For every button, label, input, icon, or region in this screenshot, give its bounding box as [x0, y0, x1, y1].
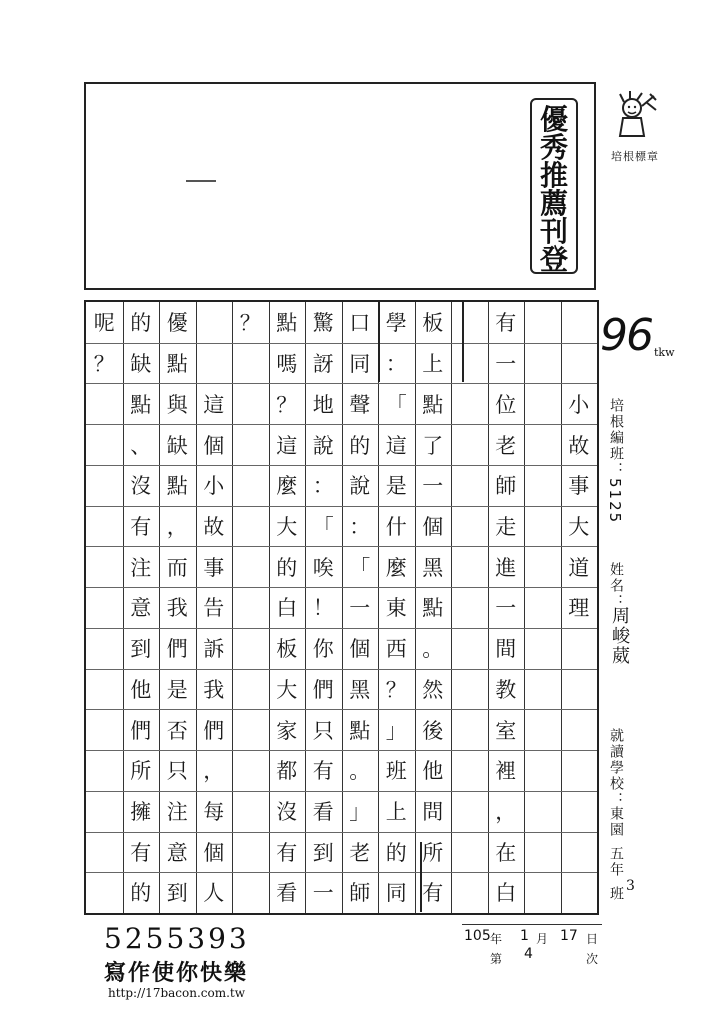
grid-cell: 地	[312, 392, 334, 417]
date-month-label: 月	[536, 932, 549, 946]
class-number: 3	[626, 878, 635, 894]
grid-cell: 板	[422, 311, 444, 336]
grid-cell: 大	[568, 514, 590, 539]
grid-cell	[451, 465, 488, 506]
grid-cell	[561, 302, 598, 343]
date-day: 17	[560, 928, 578, 944]
date-year: 105	[464, 928, 491, 944]
grid-cell: 有	[495, 311, 517, 336]
grid-cell: 了	[422, 433, 444, 458]
grid-cell: 意	[166, 840, 188, 865]
grid-cell: 缺	[166, 433, 188, 458]
grid-cell: 是	[385, 474, 407, 499]
date-month: 1	[520, 928, 529, 944]
bacon-kid-logo-icon	[606, 88, 662, 144]
grid-cell: 麼	[276, 474, 298, 499]
grid-cell: 一	[312, 881, 334, 906]
class-value: 5125	[606, 478, 624, 525]
text-column	[342, 302, 379, 913]
grid-cell	[86, 709, 123, 750]
grid-cell: 的	[276, 555, 298, 580]
grid-cell	[524, 302, 561, 343]
grid-cell: 道	[568, 555, 590, 580]
text-column	[196, 302, 233, 913]
grid-cell: 個	[422, 514, 444, 539]
grid-cell	[232, 506, 269, 547]
grid-cell: 意	[130, 596, 152, 621]
text-column	[232, 302, 269, 913]
grid-cell: 的	[130, 881, 152, 906]
grid-cell: 們	[166, 637, 188, 662]
text-column	[561, 302, 598, 913]
grid-cell: ？	[276, 392, 298, 417]
grid-cell: 「	[385, 392, 407, 417]
text-column	[415, 302, 452, 913]
grid-cell: 東	[385, 596, 407, 621]
grid-cell: 們	[312, 677, 334, 702]
grid-cell: 口	[349, 311, 371, 336]
grid-cell: 故	[203, 514, 225, 539]
grid-cell: 沒	[130, 474, 152, 499]
seq-number: 4	[524, 946, 533, 962]
grid-cell	[232, 831, 269, 872]
grid-cell: 而	[166, 555, 188, 580]
grid-cell: 點	[422, 596, 444, 621]
grid-cell	[232, 343, 269, 384]
grid-cell	[196, 343, 233, 384]
grid-cell	[451, 587, 488, 628]
grid-cell	[561, 709, 598, 750]
grid-cell	[232, 750, 269, 791]
grid-cell: 班	[385, 759, 407, 784]
grid-cell: 小	[203, 474, 225, 499]
grid-cell	[232, 465, 269, 506]
grid-cell	[86, 872, 123, 913]
teacher-mark	[378, 302, 380, 382]
grid-cell: 一	[495, 352, 517, 377]
grid-cell: 家	[276, 718, 298, 743]
grid-cell: ？	[239, 311, 261, 336]
grid-cell: 的	[385, 840, 407, 865]
grid-cell: 師	[495, 474, 517, 499]
date-year-label: 年	[490, 932, 503, 946]
grid-cell	[86, 791, 123, 832]
grid-cell	[86, 750, 123, 791]
grid-cell: 優	[166, 311, 188, 336]
grid-cell	[524, 750, 561, 791]
grid-cell: 告	[203, 596, 225, 621]
grid-cell	[524, 872, 561, 913]
grid-cell: 同	[349, 352, 371, 377]
grid-cell	[451, 506, 488, 547]
grid-cell: ！	[312, 596, 334, 621]
school-value: 東園	[608, 806, 624, 838]
grid-cell: 白	[276, 596, 298, 621]
grid-cell: 上	[385, 799, 407, 824]
grid-cell: 的	[130, 311, 152, 336]
grid-cell: 注	[130, 555, 152, 580]
grid-cell: 板	[276, 637, 298, 662]
grid-cell	[561, 831, 598, 872]
logo-caption: 培根標章	[611, 150, 659, 163]
grid-cell: 黑	[349, 677, 371, 702]
stamp-char: 推	[539, 159, 568, 192]
grid-cell: 說	[349, 474, 371, 499]
grid-cell: 有	[276, 840, 298, 865]
pencil-mark	[186, 180, 216, 182]
grid-cell: 點	[166, 474, 188, 499]
grid-cell	[232, 791, 269, 832]
grid-cell: 聲	[349, 392, 371, 417]
grid-cell	[232, 383, 269, 424]
website-url: http://17bacon.com.tw	[108, 986, 246, 1000]
seq-label: 第	[490, 952, 503, 966]
seq-suffix: 次	[586, 952, 599, 966]
grid-cell	[86, 506, 123, 547]
grid-cell: 在	[495, 840, 517, 865]
grid-cell: 什	[385, 514, 407, 539]
class-label: 培根編班：	[608, 398, 624, 478]
grid-cell	[561, 628, 598, 669]
grid-cell: 看	[312, 799, 334, 824]
grid-cell	[232, 628, 269, 669]
grid-cell: ：	[312, 474, 334, 499]
date-day-label: 日	[586, 932, 599, 946]
grid-cell: 西	[385, 637, 407, 662]
grid-cell: 一	[495, 596, 517, 621]
score: 96	[600, 310, 652, 361]
writing-grid	[84, 300, 599, 915]
grid-cell: 你	[312, 637, 334, 662]
essay-code: 5255393	[104, 922, 250, 955]
grid-cell: 麼	[385, 555, 407, 580]
grid-cell: 這	[203, 392, 225, 417]
grid-cell: 他	[130, 677, 152, 702]
grid-cell: 大	[276, 514, 298, 539]
grid-cell: 「	[312, 514, 334, 539]
grid-cell: 。	[349, 759, 371, 784]
grid-cell	[451, 791, 488, 832]
grid-cell: 裡	[495, 759, 517, 784]
grid-cell	[451, 343, 488, 384]
grid-cell: 個	[349, 637, 371, 662]
grid-cell	[451, 831, 488, 872]
recommend-stamp	[530, 98, 578, 274]
grid-cell	[232, 587, 269, 628]
grid-cell	[524, 546, 561, 587]
text-column	[269, 302, 306, 913]
grid-cell: 擁	[130, 799, 152, 824]
grid-cell: 點	[166, 352, 188, 377]
grid-cell	[561, 791, 598, 832]
grid-cell: 事	[568, 474, 590, 499]
grid-cell: 否	[166, 718, 188, 743]
grid-cell: 們	[130, 718, 152, 743]
grid-cell: 問	[422, 799, 444, 824]
grid-cell	[232, 709, 269, 750]
grid-cell: 老	[495, 433, 517, 458]
class-suffix: 班	[608, 886, 624, 902]
teacher-comment-box	[84, 82, 596, 290]
school-label: 就讀學校：	[608, 728, 624, 808]
grid-cell: 個	[203, 433, 225, 458]
stamp-char: 刊	[539, 215, 568, 248]
grid-cell: 有	[312, 759, 334, 784]
grid-cell	[232, 872, 269, 913]
grid-cell: 老	[349, 840, 371, 865]
grid-cell	[232, 546, 269, 587]
grid-cell: 個	[203, 840, 225, 865]
grid-cell: 這	[385, 433, 407, 458]
grid-cell	[451, 383, 488, 424]
grid-cell: 到	[130, 637, 152, 662]
grid-cell: 白	[495, 881, 517, 906]
grid-cell: 沒	[276, 799, 298, 824]
slogan: 寫作使你快樂	[104, 961, 249, 986]
grid-cell: 注	[166, 799, 188, 824]
grid-cell: 走	[495, 514, 517, 539]
grid-cell: 間	[495, 637, 517, 662]
grid-cell	[451, 709, 488, 750]
grid-cell: 唉	[312, 555, 334, 580]
stamp-char: 優	[539, 103, 568, 136]
grid-cell: 室	[495, 718, 517, 743]
grid-cell: 黑	[422, 555, 444, 580]
grid-cell: 師	[349, 881, 371, 906]
grid-cell: 點	[349, 718, 371, 743]
teacher-mark	[462, 302, 464, 382]
grid-cell	[86, 668, 123, 709]
grid-cell: 我	[166, 596, 188, 621]
grid-cell	[86, 628, 123, 669]
grid-cell: 」	[349, 799, 371, 824]
grid-cell	[451, 872, 488, 913]
grid-cell	[196, 302, 233, 343]
grid-cell	[524, 709, 561, 750]
text-column	[524, 302, 561, 913]
grid-cell: ：	[349, 514, 371, 539]
grid-cell: 與	[166, 392, 188, 417]
grid-cell: 只	[312, 718, 334, 743]
grid-cell: ？	[93, 352, 115, 377]
teacher-mark	[420, 842, 422, 912]
text-column	[305, 302, 342, 913]
grid-cell: 只	[166, 759, 188, 784]
grid-cell: 說	[312, 433, 334, 458]
grid-cell: 小	[568, 392, 590, 417]
grid-cell	[86, 546, 123, 587]
grid-cell: 這	[276, 433, 298, 458]
grid-cell	[524, 587, 561, 628]
grid-cell	[86, 465, 123, 506]
grid-cell: 。	[422, 637, 444, 662]
grid-cell: 一	[422, 474, 444, 499]
grid-cell: 都	[276, 759, 298, 784]
grid-cell: ，	[166, 514, 188, 539]
grid-cell: 」	[385, 718, 407, 743]
grid-cell: ，	[203, 759, 225, 784]
grid-cell: 、	[130, 433, 152, 458]
grid-cell: 事	[203, 555, 225, 580]
grid-cell: 訴	[203, 637, 225, 662]
grid-cell: 後	[422, 718, 444, 743]
grid-cell: 人	[203, 881, 225, 906]
grid-cell	[524, 628, 561, 669]
grid-cell: 缺	[130, 352, 152, 377]
grid-cell: ，	[495, 799, 517, 824]
stamp-char: 登	[539, 243, 568, 276]
grid-cell: 每	[203, 799, 225, 824]
grid-cell	[86, 831, 123, 872]
grid-cell: 大	[276, 677, 298, 702]
grid-cell	[524, 668, 561, 709]
grid-cell: 訝	[312, 352, 334, 377]
text-column	[86, 302, 123, 913]
grid-cell: 呢	[93, 311, 115, 336]
grid-cell	[524, 465, 561, 506]
grid-cell: 「	[349, 555, 371, 580]
name-label: 姓名：	[608, 562, 624, 610]
name-value: 周峻葳	[609, 606, 630, 666]
grid-cell: 同	[385, 881, 407, 906]
grid-cell: 有	[422, 881, 444, 906]
grid-cell: 點	[422, 392, 444, 417]
text-column	[123, 302, 160, 913]
grid-cell: 然	[422, 677, 444, 702]
grid-cell	[86, 383, 123, 424]
grid-cell: 到	[312, 840, 334, 865]
grid-cell	[524, 424, 561, 465]
grid-cell	[561, 343, 598, 384]
grid-cell: 我	[203, 677, 225, 702]
grid-cell	[561, 668, 598, 709]
date-line	[462, 924, 602, 925]
grid-cell: 進	[495, 555, 517, 580]
grid-cell: 他	[422, 759, 444, 784]
grid-cell: 是	[166, 677, 188, 702]
grid-cell: 點	[130, 392, 152, 417]
grid-cell	[232, 424, 269, 465]
grid-cell	[451, 750, 488, 791]
grid-cell	[561, 872, 598, 913]
text-column	[378, 302, 415, 913]
grade-label: 五年	[608, 846, 624, 878]
grid-cell	[451, 302, 488, 343]
grid-cell	[561, 750, 598, 791]
text-column	[451, 302, 488, 913]
grid-cell: 到	[166, 881, 188, 906]
grid-cell	[86, 424, 123, 465]
grid-cell: 們	[203, 718, 225, 743]
grid-cell	[524, 343, 561, 384]
grid-cell: 有	[130, 514, 152, 539]
grid-cell: 上	[422, 352, 444, 377]
text-column	[159, 302, 196, 913]
grid-cell	[451, 424, 488, 465]
grid-cell	[524, 506, 561, 547]
grid-cell: 所	[130, 759, 152, 784]
grid-cell: 有	[130, 840, 152, 865]
grid-cell: 點	[276, 311, 298, 336]
grid-cell	[524, 791, 561, 832]
grid-cell: 一	[349, 596, 371, 621]
grid-cell: 教	[495, 677, 517, 702]
text-column	[488, 302, 525, 913]
grid-cell: 位	[495, 392, 517, 417]
grid-cell: 驚	[312, 311, 334, 336]
grid-cell	[86, 587, 123, 628]
score-tag: tkw	[654, 346, 675, 359]
stamp-char: 薦	[539, 187, 568, 220]
grid-cell: 看	[276, 881, 298, 906]
grid-cell: ？	[385, 677, 407, 702]
grid-cell: 嗎	[276, 352, 298, 377]
grid-cell	[451, 628, 488, 669]
grid-cell: 的	[349, 433, 371, 458]
grid-cell	[232, 668, 269, 709]
grid-cell: ：	[385, 352, 407, 377]
grid-cell	[524, 831, 561, 872]
grid-cell: 故	[568, 433, 590, 458]
grid-cell	[524, 383, 561, 424]
grid-cell	[451, 668, 488, 709]
stamp-char: 秀	[539, 131, 568, 164]
grid-cell: 理	[568, 596, 590, 621]
grid-cell: 學	[385, 311, 407, 336]
grid-cell	[451, 546, 488, 587]
grid-cell: 所	[422, 840, 444, 865]
